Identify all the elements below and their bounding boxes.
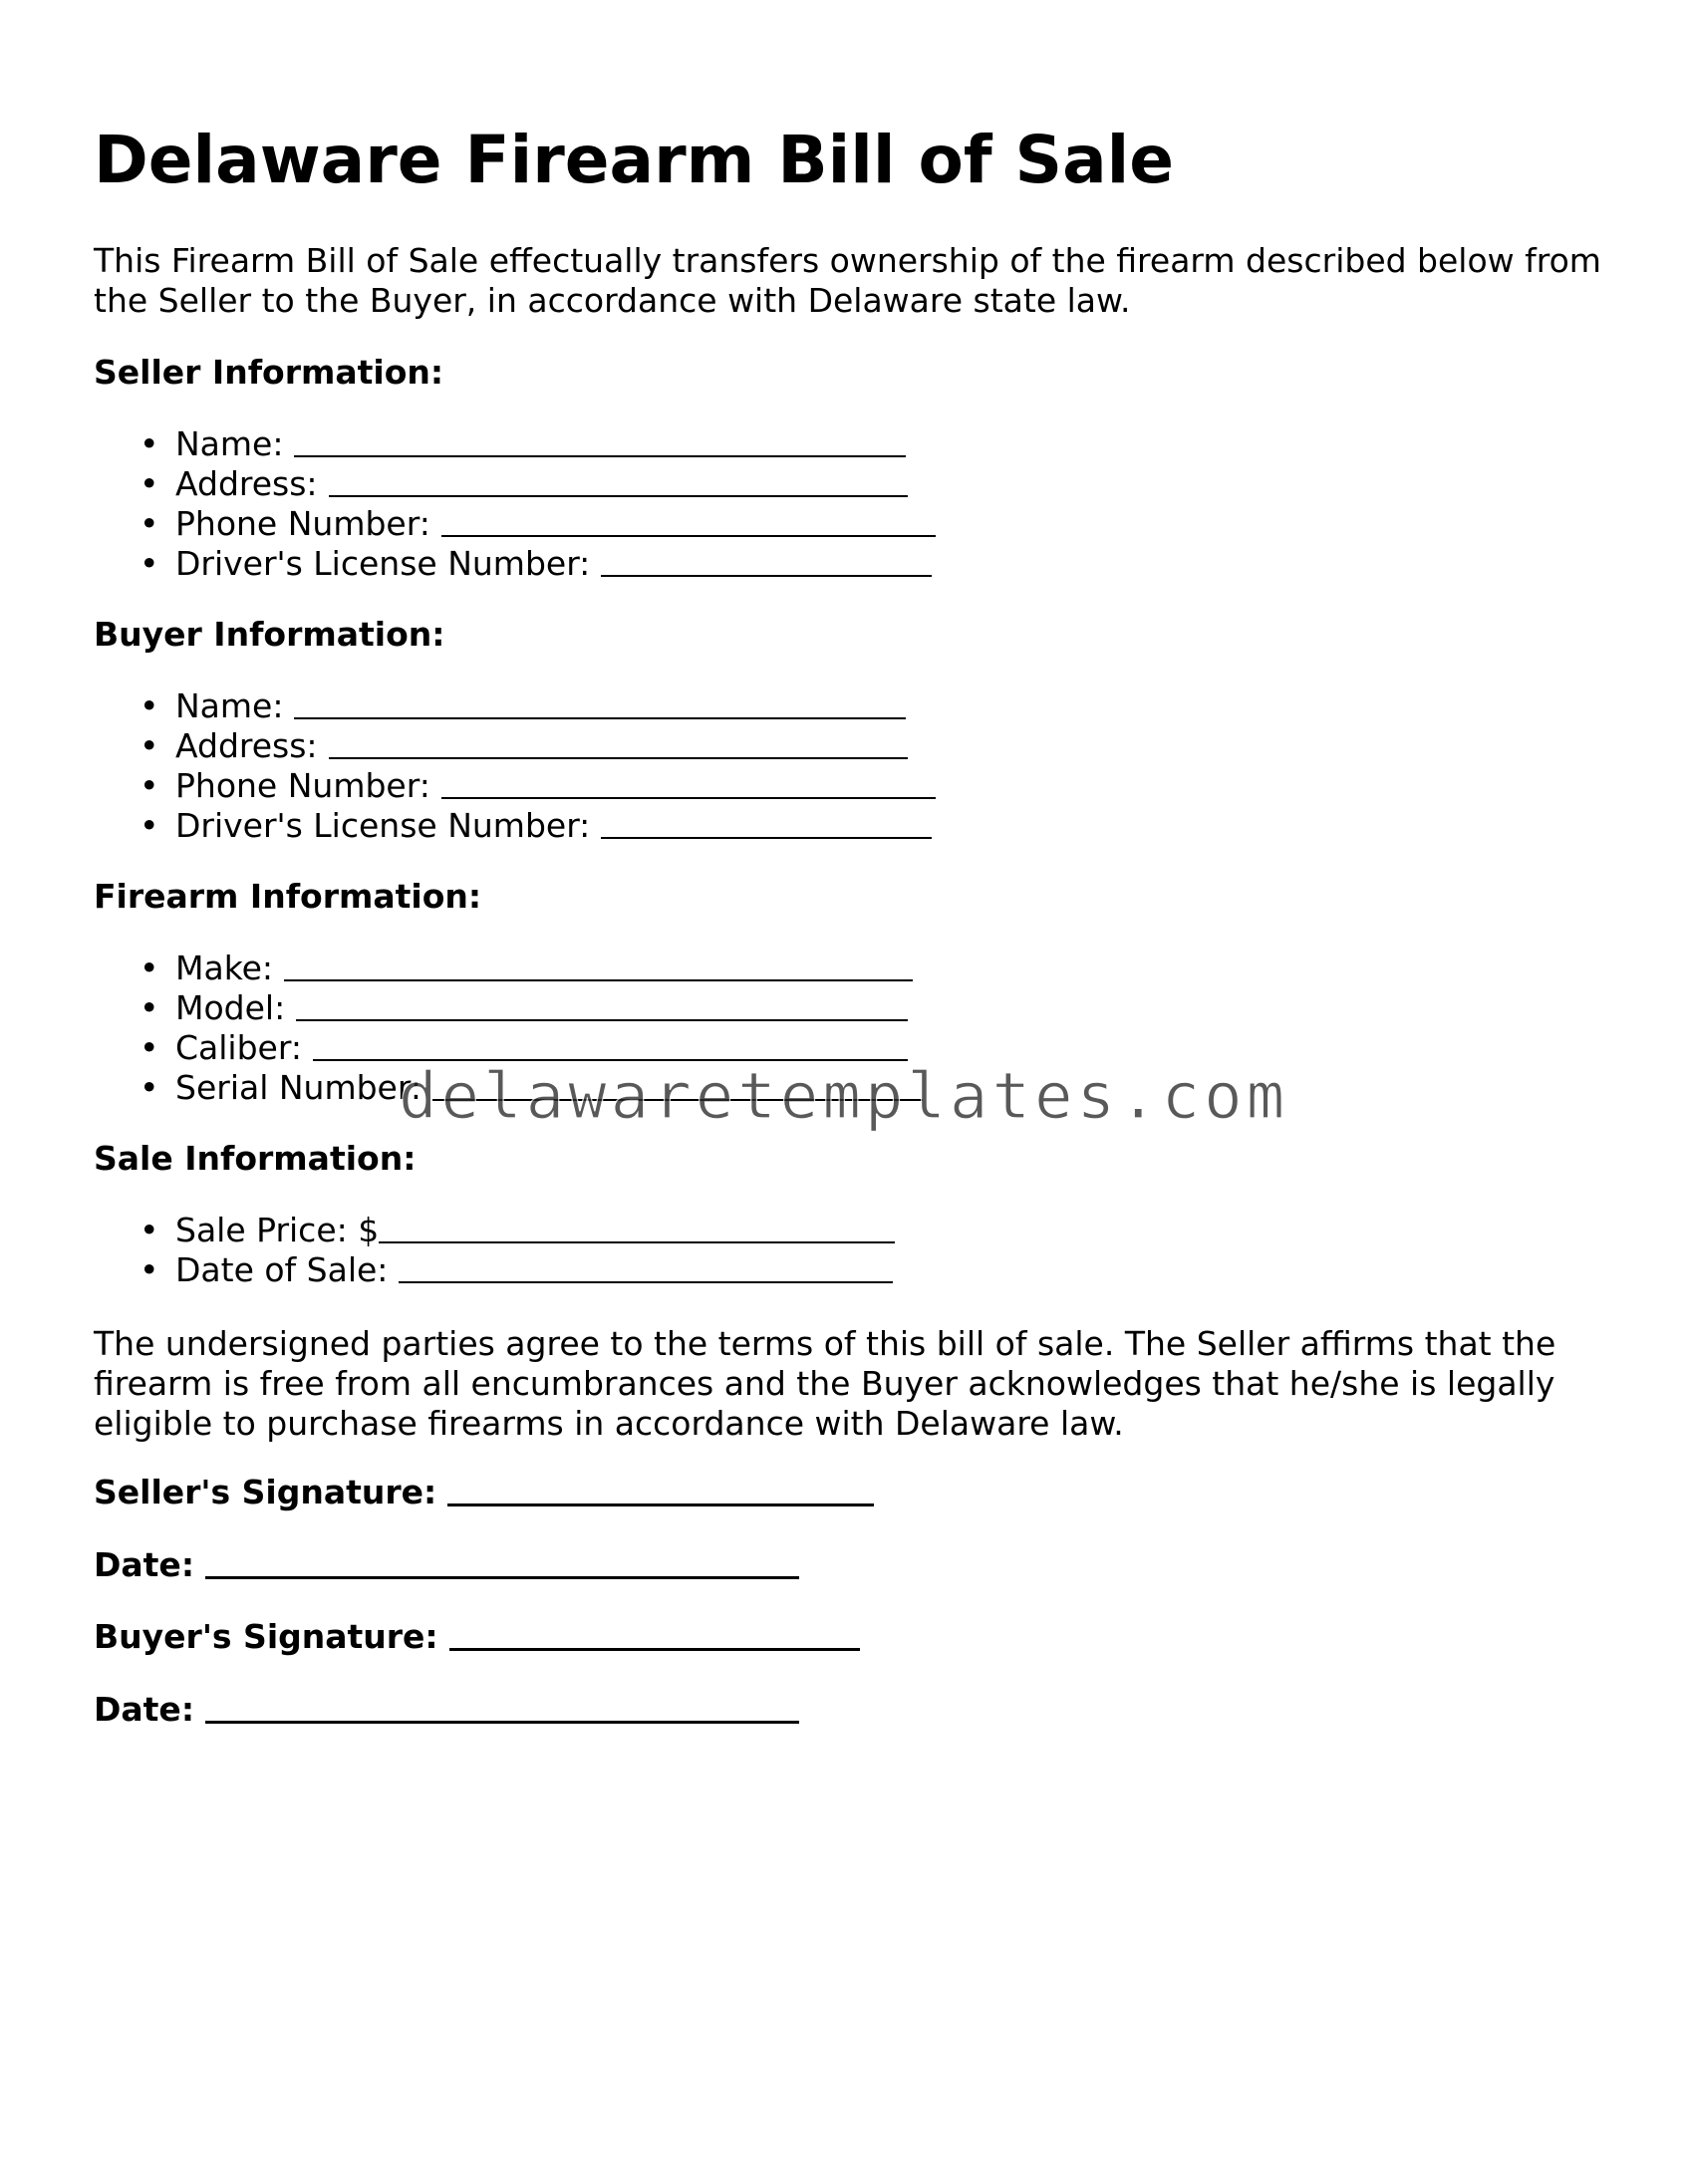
seller-date-line [94,1545,799,1585]
bullet-icon: • [140,1068,159,1107]
sale-section-heading: Sale Information: [94,1139,417,1178]
buyer-address-blank[interactable] [329,726,908,759]
field-label: Name: [175,424,284,463]
sale-date-blank[interactable] [399,1250,893,1283]
firearm-model-blank[interactable] [296,988,908,1021]
firearm-make-field [94,949,923,988]
seller-license-blank[interactable] [601,544,932,577]
buyer-name-blank[interactable] [294,686,906,719]
firearm-model-field [94,988,923,1028]
buyer-phone-blank[interactable] [441,766,936,799]
bullet-icon: • [140,1028,159,1067]
sale-price-field [94,1211,895,1250]
bullet-icon: • [140,686,159,725]
seller-name-field [94,424,936,464]
bullet-icon: • [140,726,159,765]
sale-fields-list [94,1211,895,1290]
bullet-icon: • [140,806,159,845]
buyer-signature-blank[interactable] [449,1617,860,1651]
seller-signature-blank[interactable] [447,1473,874,1506]
buyer-address-field [94,726,936,766]
firearm-make-blank[interactable] [284,949,913,981]
buyer-date-blank[interactable] [205,1690,799,1724]
field-label: Phone Number: [175,766,430,805]
sale-price-blank[interactable] [379,1211,895,1243]
seller-signature-label: Seller's Signature: [94,1473,437,1511]
seller-date-label: Date: [94,1545,195,1584]
buyer-date-label: Date: [94,1690,195,1729]
buyer-license-blank[interactable] [601,806,932,839]
field-label: Serial Number: [175,1068,422,1107]
bullet-icon: • [140,1250,159,1289]
field-label: Name: [175,686,284,725]
bullet-icon: • [140,544,159,583]
buyer-date-line [94,1690,799,1730]
buyer-signature-line [94,1617,860,1657]
watermark-text: delawaretemplates.com [399,1060,1289,1134]
bullet-icon: • [140,1211,159,1249]
seller-phone-blank[interactable] [441,504,936,537]
seller-section-heading: Seller Information: [94,353,444,392]
seller-fields-list [94,424,936,584]
firearm-section-heading: Firearm Information: [94,877,482,916]
document-title: Delaware Firearm Bill of Sale [94,122,1175,198]
buyer-fields-list [94,686,936,846]
seller-license-field [94,544,936,584]
bullet-icon: • [140,424,159,463]
seller-name-blank[interactable] [294,424,906,457]
field-label: Driver's License Number: [175,806,591,845]
field-label: Caliber: [175,1028,302,1067]
seller-signature-line [94,1473,874,1512]
seller-phone-field [94,504,936,544]
buyer-phone-field [94,766,936,806]
field-label: Sale Price: $ [175,1211,380,1249]
field-label: Make: [175,949,274,987]
field-label: Phone Number: [175,504,430,543]
field-label: Address: [175,464,318,503]
seller-address-blank[interactable] [329,464,908,497]
agreement-paragraph: The undersigned parties agree to the terms of this bill of sale. The Seller affirms that the firearm is free from all encumbrances and the Buyer acknowledges that he/she is legally eligible to purchase firearms in accordance with Delaware law. [94,1324,1556,1443]
field-label: Model: [175,988,286,1027]
field-label: Address: [175,726,318,765]
bullet-icon: • [140,988,159,1027]
intro-paragraph: This Firearm Bill of Sale effectually transfers ownership of the firearm described below from the Seller to the Buyer, in accordance with Delaware state law. [94,241,1601,320]
bullet-icon: • [140,504,159,543]
bullet-icon: • [140,464,159,503]
buyer-name-field [94,686,936,726]
firearm-caliber-blank[interactable] [313,1028,908,1061]
buyer-license-field [94,806,936,846]
seller-address-field [94,464,936,504]
field-label: Date of Sale: [175,1250,389,1289]
bullet-icon: • [140,766,159,805]
sale-date-field [94,1250,895,1290]
bullet-icon: • [140,949,159,987]
field-label: Driver's License Number: [175,544,591,583]
buyer-signature-label: Buyer's Signature: [94,1617,438,1656]
seller-date-blank[interactable] [205,1545,799,1579]
buyer-section-heading: Buyer Information: [94,615,445,654]
